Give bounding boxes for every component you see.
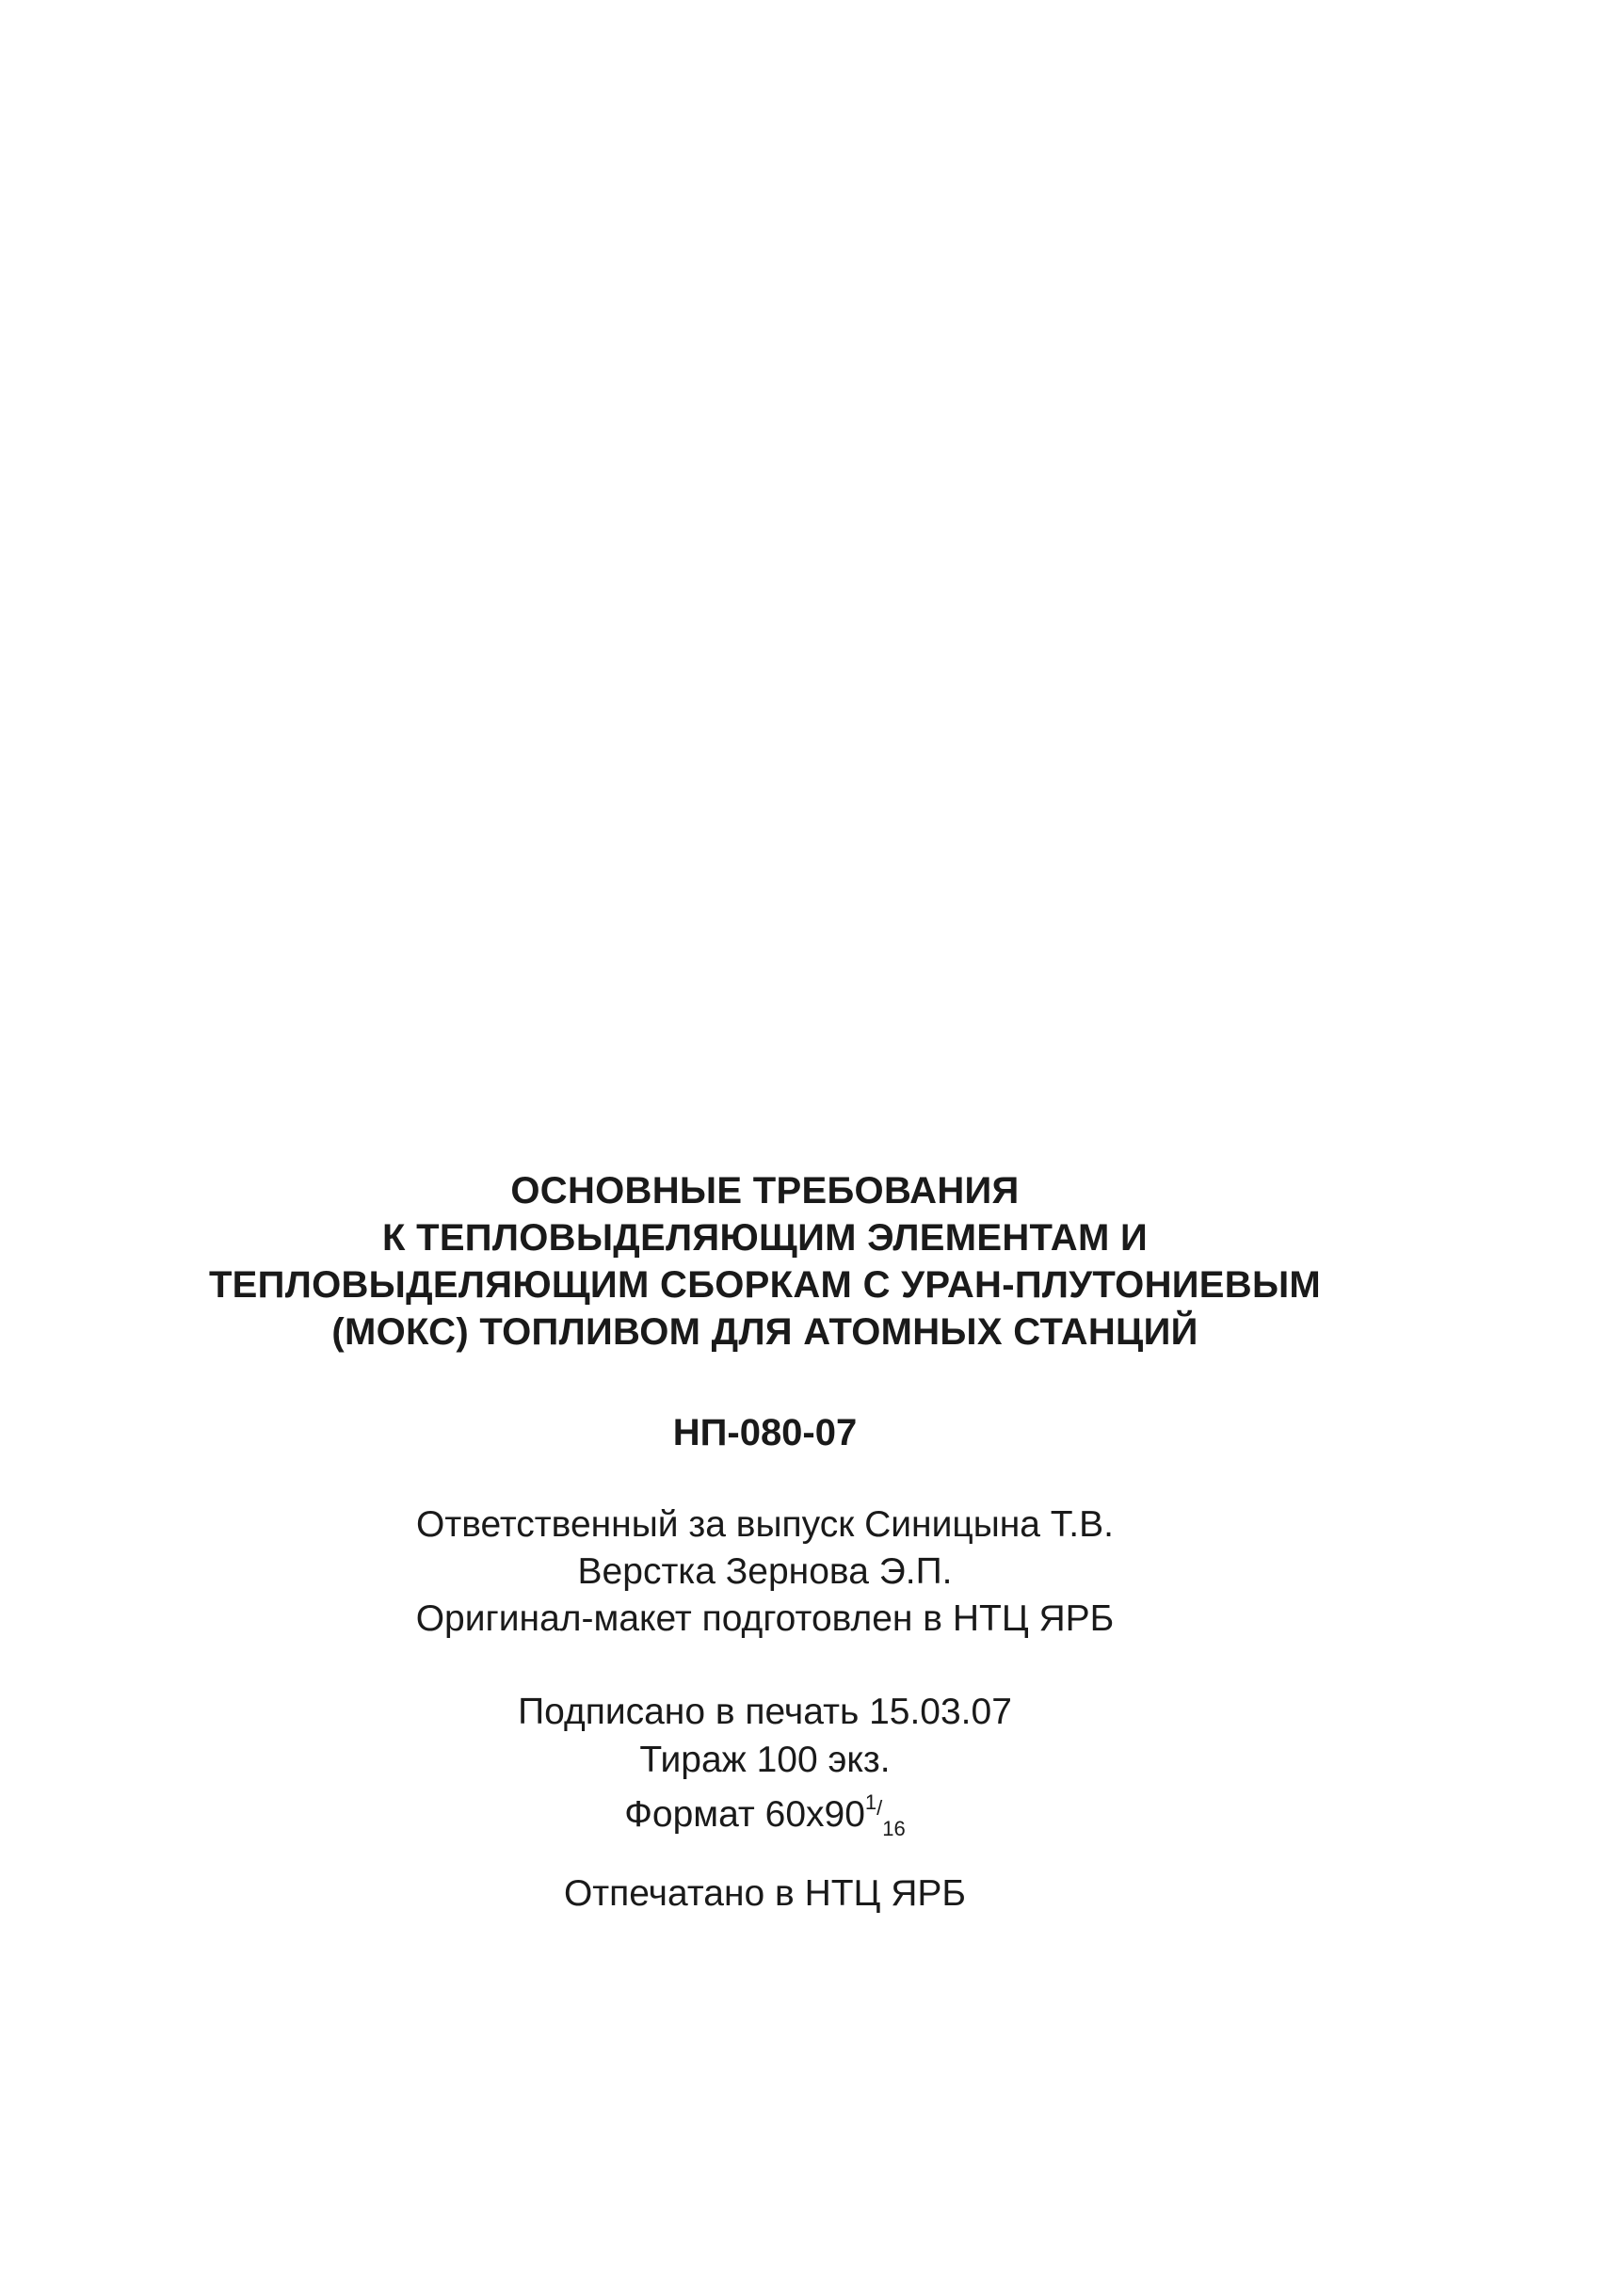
credit-layout: Верстка Зернова Э.П. [577,1551,953,1592]
circulation: Тираж 100 экз. [639,1740,891,1780]
document-code: НП-080-07 [672,1412,858,1453]
credit-original: Оригинал-макет подготовлен в НТЦ ЯРБ [415,1598,1115,1639]
title-line-3: ТЕПЛОВЫДЕЛЯЮЩИМ СБОРКАМ С УРАН-ПЛУТОНИЕВЫМ [208,1264,1322,1306]
title-line-4: (МОКС) ТОПЛИВОМ ДЛЯ АТОМНЫХ СТАНЦИЙ [331,1311,1198,1353]
format-numerator: 1 [864,1790,877,1814]
format-label: Формат 60х90 [624,1794,865,1835]
document-title [0,1167,1530,1356]
signed-for-print: Подписано в печать 15.03.07 [518,1692,1012,1732]
print-info-block [0,1688,1530,1838]
credits-block [0,1501,1530,1643]
credit-responsible: Ответственный за выпуск Синицына Т.В. [416,1504,1114,1545]
paper-format [0,1784,1530,1838]
title-line-1: ОСНОВНЫЕ ТРЕБОВАНИЯ [510,1170,1020,1212]
format-separator: / [876,1796,883,1820]
title-line-2: К ТЕПЛОВЫДЕЛЯЮЩИМ ЭЛЕМЕНТАМ И [381,1217,1149,1259]
format-denominator: 16 [882,1817,906,1840]
printed-at: Отпечатано в НТЦ ЯРБ [563,1873,967,1914]
